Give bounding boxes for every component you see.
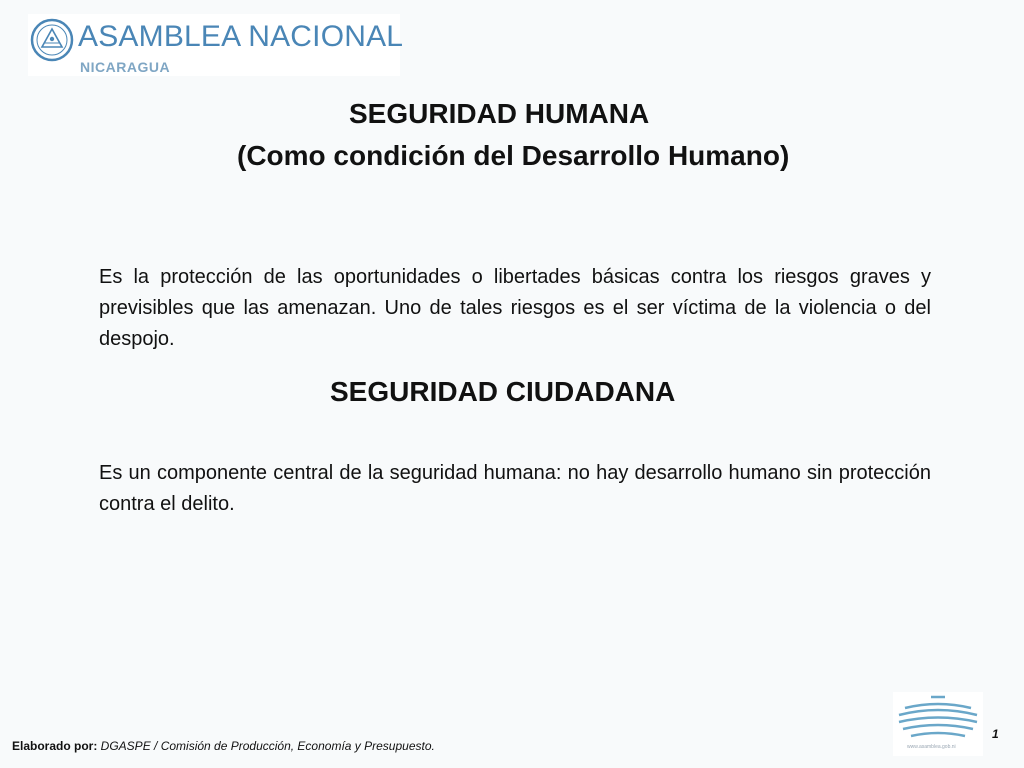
corner-url: www.asamblea.gob.ni — [907, 744, 956, 750]
page-number: 1 — [992, 727, 999, 741]
header-logo — [28, 14, 404, 76]
definition-paragraph-1: Es la protección de las oportunidades o libertades básicas contra los riesgos graves y previsibles que las amenazan. Uno de tales riesgos es el ser víctima de la violencia o del despojo. — [99, 266, 931, 350]
logo-subtitle: NICARAGUA — [80, 59, 171, 75]
nicaragua-seal-icon — [30, 18, 74, 62]
assembly-emblem-icon — [893, 692, 983, 744]
section-title: SEGURIDAD CIUDADANA — [330, 376, 676, 407]
footer-credit-text: DGASPE / Comisión de Producción, Economía y Presupuesto. — [97, 739, 435, 753]
corner-logo — [893, 692, 983, 756]
definition-paragraph-2: Es un componente central de la seguridad humana: no hay desarrollo humano sin protección contra el delito. — [99, 462, 931, 515]
footer-credit — [12, 739, 435, 753]
slide-title: SEGURIDAD HUMANA — [349, 98, 650, 129]
slide-subtitle: (Como condición del Desarrollo Humano) — [237, 140, 790, 171]
logo-title: ASAMBLEA NACIONAL — [78, 20, 404, 53]
footer-credit-label: Elaborado por: — [12, 739, 98, 753]
